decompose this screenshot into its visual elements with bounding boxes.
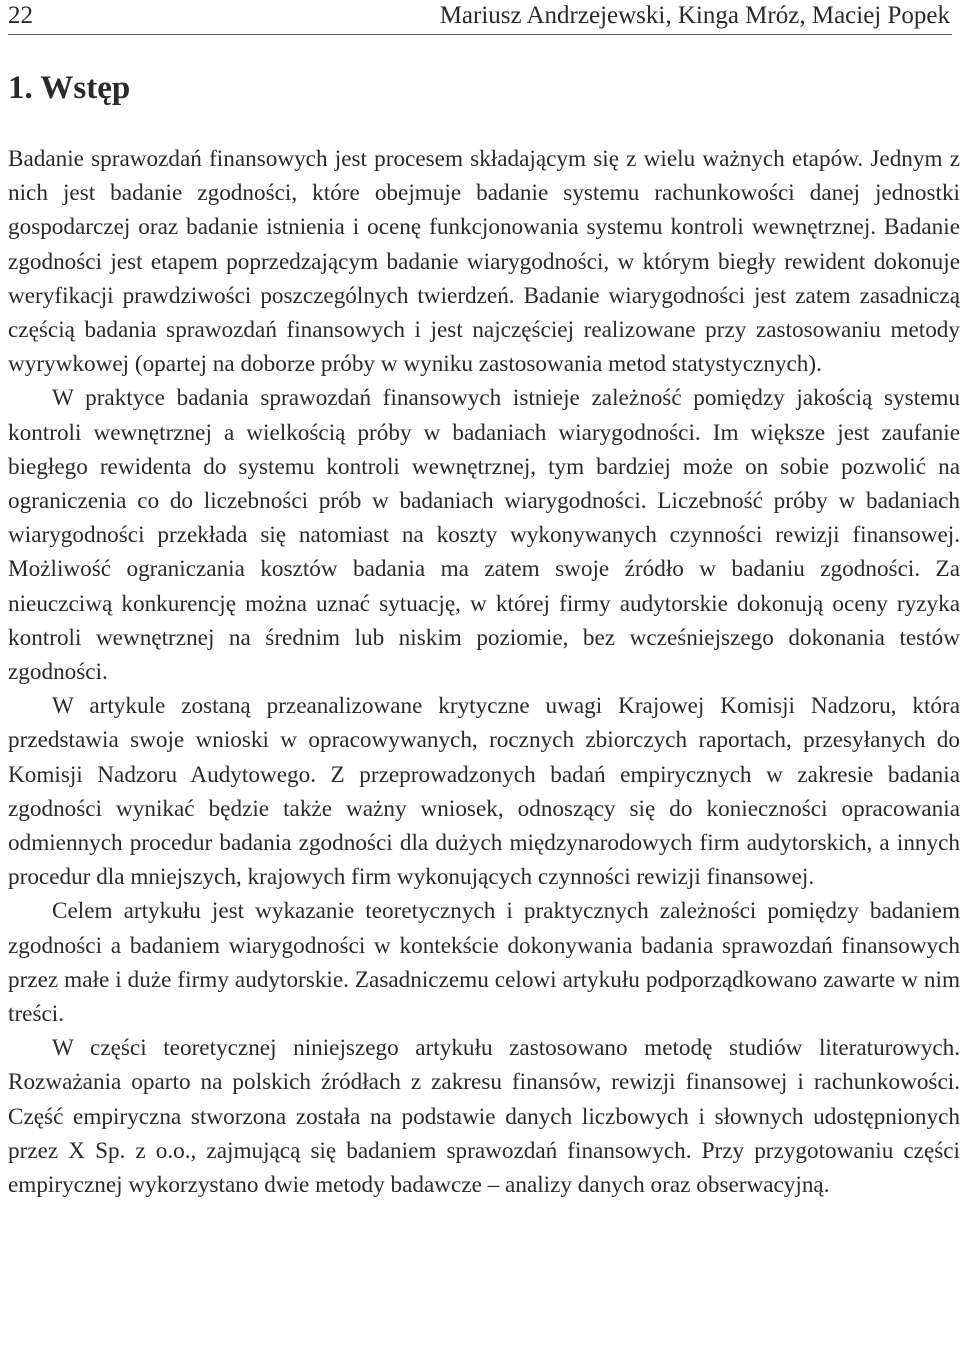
paragraph: W praktyce badania sprawozdań finansowych istnieje zależność pomiędzy jakością systemu kontroli wewnętrznej a wielkością próby w badaniach wiarygodności. Im większe jest zaufanie biegłego rewidenta do systemu kontroli wewnętrznej, tym bardziej może on sobie pozwolić na ograniczenia co do liczebności prób w badaniach wiarygodności. Liczebność próby w badaniach wiarygodności przekłada się natomiast na koszty wykonywanych czynności rewizji finansowej. Możliwość ograniczania kosztów badania ma zatem swoje źródło w badaniu zgodności. Za nieuczciwą konkurencję można uznać sytuację, w której firmy audytorskie dokonują oceny ryzyka kontroli wewnętrznej na średnim lub niskim poziomie, bez wcześniejszego dokonania testów zgodności. xyxy=(8,385,960,686)
body-text xyxy=(8,142,960,1202)
running-head-authors: Mariusz Andrzejewski, Kinga Mróz, Maciej Popek xyxy=(439,2,950,29)
paragraph: Badanie sprawozdań finansowych jest procesem składającym się z wielu ważnych etapów. Jednym z nich jest badanie zgodności, które obejmuje badanie systemu rachunkowości danej jednostki gospodarczej oraz badanie istnienia i ocenę funkcjonowania systemu kontroli wewnętrznej. Badanie zgodności jest etapem poprzedzającym badanie wiarygodności, w którym biegły rewident dokonuje weryfikacji prawdziwości poszczególnych twierdzeń. Badanie wiarygodności jest zatem zasadniczą częścią badania sprawozdań finansowych i jest najczęściej realizowane przy zastosowaniu metody wyrywkowej (opartej na doborze próby w wyniku zastosowania metod statystycznych). xyxy=(8,146,960,378)
page-header xyxy=(8,0,952,35)
paragraph: W części teoretycznej niniejszego artykułu zastosowano metodę studiów literaturowych. Rozważania oparto na polskich źródłach z zakresu finansów, rewizji finansowej i rachunkowości. Część empiryczna stworzona została na podstawie danych liczbowych i słownych udostępnionych przez X Sp. z o.o., zajmującą się badaniem sprawozdań finansowych. Przy przygotowaniu części empirycznej wykorzystano dwie metody badawcze – analizy danych oraz obserwacyjną. xyxy=(8,1035,960,1199)
section-heading: 1. Wstęp xyxy=(8,70,131,106)
paragraph: Celem artykułu jest wykazanie teoretycznych i praktycznych zależności pomiędzy badaniem zgodności a badaniem wiarygodności w kontekście dokonywania badania sprawozdań finansowych przez małe i duże firmy audytorskie. Zasadniczemu celowi artykułu podporządkowano zawarte w nim treści. xyxy=(8,898,960,1028)
paragraph: W artykule zostaną przeanalizowane krytyczne uwagi Krajowej Komisji Nadzoru, która przedstawia swoje wnioski w opracowywanych, rocznych zbiorczych raportach, przesyłanych do Komisji Nadzoru Audytowego. Z przeprowadzonych badań empirycznych w zakresie badania zgodności wynikać będzie także ważny wniosek, odnoszący się do konieczności opracowania odmiennych procedur badania zgodności dla dużych międzynarodowych firm audytorskich, a innych procedur dla mniejszych, krajowych firm wykonujących czynności rewizji finansowej. xyxy=(8,693,960,891)
page-number: 22 xyxy=(8,2,33,29)
